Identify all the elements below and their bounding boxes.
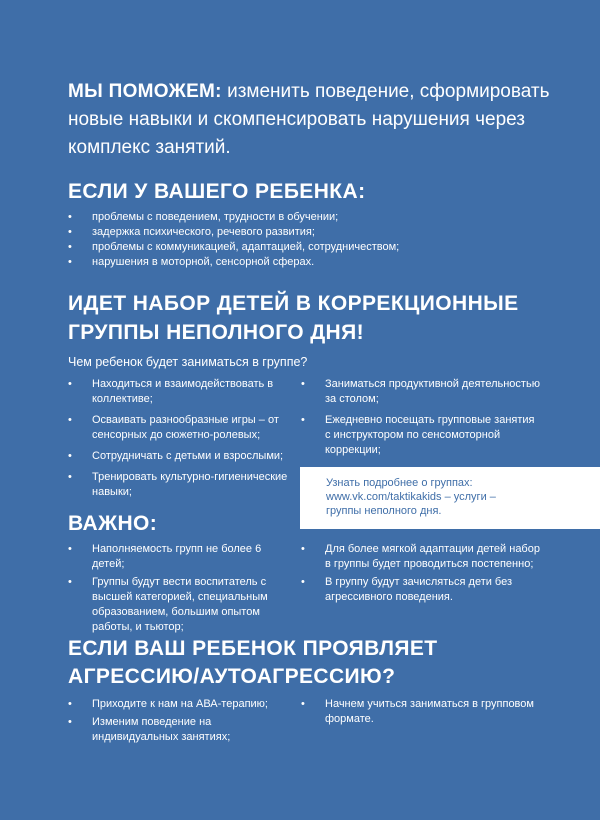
intro-paragraph <box>68 78 568 162</box>
important-left-list <box>68 542 294 635</box>
list-item: • Осваивать разнообразные игры – от сенсорных до сюжетно-ролевых; <box>68 413 290 443</box>
groups-right-list <box>301 377 541 458</box>
list-item: • Изменим поведение на индивидуальных занятиях; <box>68 715 290 745</box>
groups-title-line2: ГРУППЫ НЕПОЛНОГО ДНЯ! <box>68 321 365 344</box>
aggression-right-list <box>301 697 541 727</box>
list-item: • проблемы с коммуникацией, адаптацией, сотрудничеством; <box>68 240 538 255</box>
intro-lead: МЫ ПОМОЖЕМ: <box>68 81 222 102</box>
list-item: • В группу будут зачисляться дети без агрессивного поведения. <box>301 575 541 605</box>
list-item: • проблемы с поведением, трудности в обучении; <box>68 210 538 225</box>
info-line: Узнать подробнее о группах: <box>326 477 473 489</box>
list-item: • Приходите к нам на АВА-терапию; <box>68 697 290 712</box>
info-panel <box>300 467 600 529</box>
important-title: ВАЖНО: <box>68 512 158 535</box>
groups-question: Чем ребенок будет заниматься в группе? <box>68 355 308 369</box>
if-child-list <box>68 210 538 270</box>
aggression-left-list <box>68 697 290 745</box>
list-item: • нарушения в моторной, сенсорной сферах. <box>68 255 538 270</box>
list-item: • Заниматься продуктивной деятельностью за столом; <box>301 377 541 407</box>
groups-left-list <box>68 377 290 500</box>
list-item: • Начнем учиться заниматься в групповом формате. <box>301 697 541 727</box>
intro-text: изменить поведение, сформировать новые навыки и скомпенсировать нарушения через комплекс занятий. <box>68 81 550 158</box>
aggression-title-line2: АГРЕССИЮ/АУТОАГРЕССИЮ? <box>68 665 396 688</box>
list-item: • Ежедневно посещать групповые занятия с инструктором по сенсомоторной коррекции; <box>301 413 541 458</box>
list-item: • Для более мягкой адаптации детей набор в группы будет проводиться постепенно; <box>301 542 541 572</box>
aggression-title-line1: ЕСЛИ ВАШ РЕБЕНОК ПРОЯВЛЯЕТ <box>68 637 438 660</box>
list-item: • задержка психического, речевого развития; <box>68 225 538 240</box>
if-child-title: ЕСЛИ У ВАШЕГО РЕБЕНКА: <box>68 180 366 203</box>
list-item: • Тренировать культурно-гигиенические навыки; <box>68 470 290 500</box>
list-item: • Группы будут вести воспитатель с высшей категорией, специальным образованием, большим опытом работы, и тьютор; <box>68 575 294 635</box>
list-item: • Наполняемость групп не более 6 детей; <box>68 542 294 572</box>
important-right-list <box>301 542 541 605</box>
info-link[interactable]: www.vk.com/taktikakids – услуги – <box>326 491 496 503</box>
list-item: • Находиться и взаимодействовать в коллективе; <box>68 377 290 407</box>
list-item: • Сотрудничать с детьми и взрослыми; <box>68 449 290 464</box>
info-line: группы неполного дня. <box>326 505 442 517</box>
groups-title-line1: ИДЕТ НАБОР ДЕТЕЙ В КОРРЕКЦИОННЫЕ <box>68 292 519 315</box>
